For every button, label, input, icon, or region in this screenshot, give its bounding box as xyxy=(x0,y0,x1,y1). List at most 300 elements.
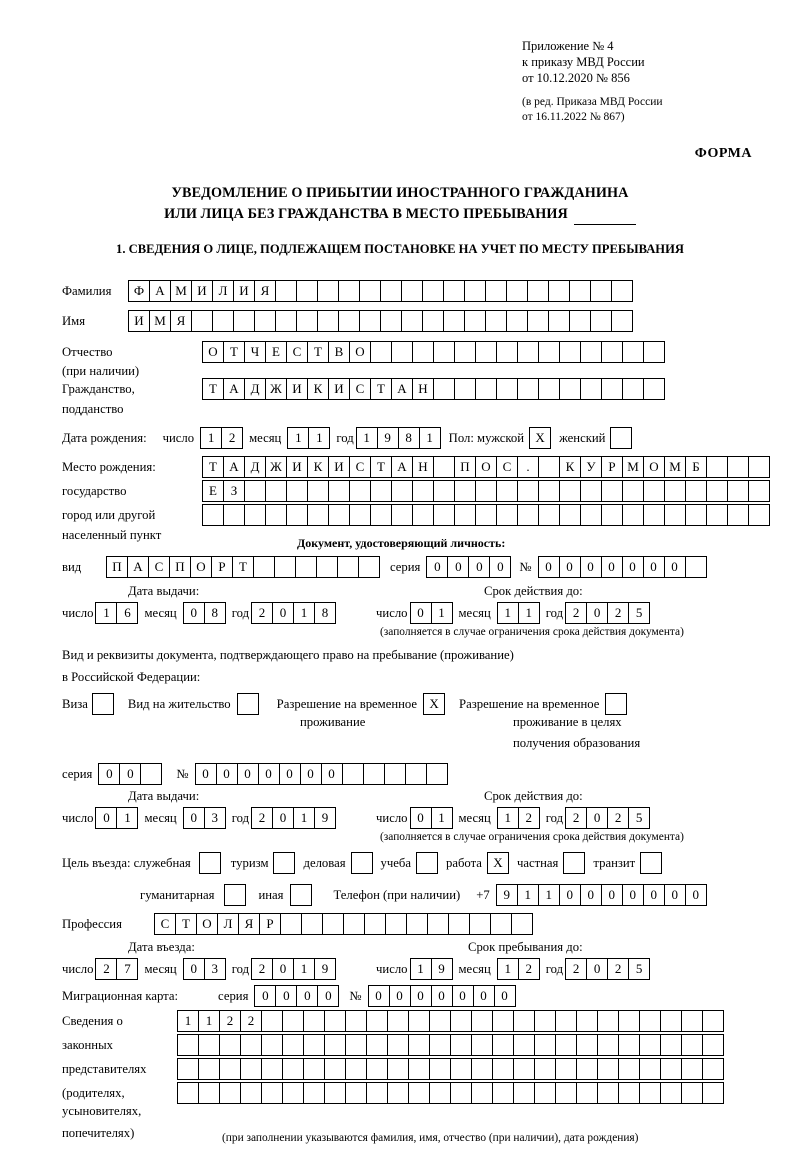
char-cell[interactable]: 5 xyxy=(628,602,650,624)
legal-rep-input-line3[interactable] xyxy=(177,1058,724,1080)
char-cell[interactable] xyxy=(622,480,644,502)
purpose-tourism-checkbox[interactable] xyxy=(273,852,295,874)
char-cell[interactable] xyxy=(370,504,392,526)
char-cell[interactable]: 0 xyxy=(559,884,581,906)
stay-issue-month-input[interactable] xyxy=(183,807,226,829)
char-cell[interactable] xyxy=(685,480,707,502)
char-cell[interactable] xyxy=(408,1082,430,1104)
stay-until-day-input[interactable] xyxy=(410,958,453,980)
stay-valid-year-input[interactable] xyxy=(565,807,650,829)
char-cell[interactable] xyxy=(475,341,497,363)
char-cell[interactable] xyxy=(408,1058,430,1080)
char-cell[interactable] xyxy=(576,1082,598,1104)
entry-day-input[interactable] xyxy=(95,958,138,980)
char-cell[interactable] xyxy=(727,456,749,478)
doc-valid-month-input[interactable] xyxy=(497,602,540,624)
char-cell[interactable]: З xyxy=(223,480,245,502)
char-cell[interactable]: А xyxy=(391,378,413,400)
char-cell[interactable] xyxy=(261,1058,283,1080)
char-cell[interactable]: Т xyxy=(370,456,392,478)
char-cell[interactable] xyxy=(639,1082,661,1104)
char-cell[interactable] xyxy=(506,280,528,302)
char-cell[interactable]: 1 xyxy=(538,884,560,906)
char-cell[interactable]: 3 xyxy=(204,958,226,980)
char-cell[interactable]: Т xyxy=(370,378,392,400)
char-cell[interactable] xyxy=(702,1010,724,1032)
char-cell[interactable]: 5 xyxy=(628,958,650,980)
char-cell[interactable] xyxy=(380,280,402,302)
entry-year-input[interactable] xyxy=(251,958,336,980)
char-cell[interactable]: 0 xyxy=(622,556,644,578)
char-cell[interactable] xyxy=(685,504,707,526)
purpose-humanitarian-checkbox[interactable] xyxy=(224,884,246,906)
char-cell[interactable]: 1 xyxy=(198,1010,220,1032)
char-cell[interactable] xyxy=(475,480,497,502)
legal-rep-input-line1[interactable] xyxy=(177,1010,724,1032)
stay-until-month-input[interactable] xyxy=(497,958,540,980)
char-cell[interactable] xyxy=(475,378,497,400)
char-cell[interactable] xyxy=(443,280,465,302)
char-cell[interactable] xyxy=(322,913,344,935)
char-cell[interactable]: Т xyxy=(202,378,224,400)
char-cell[interactable] xyxy=(337,556,359,578)
char-cell[interactable]: 0 xyxy=(468,556,490,578)
visa-checkbox[interactable] xyxy=(92,693,114,715)
char-cell[interactable]: 1 xyxy=(497,958,519,980)
char-cell[interactable]: Б xyxy=(685,456,707,478)
char-cell[interactable] xyxy=(198,1058,220,1080)
char-cell[interactable]: 2 xyxy=(240,1010,262,1032)
char-cell[interactable] xyxy=(527,310,549,332)
char-cell[interactable]: А xyxy=(149,280,171,302)
char-cell[interactable]: 0 xyxy=(296,985,318,1007)
char-cell[interactable] xyxy=(328,504,350,526)
char-cell[interactable] xyxy=(282,1010,304,1032)
char-cell[interactable]: 9 xyxy=(431,958,453,980)
char-cell[interactable]: М xyxy=(622,456,644,478)
birth-year-input[interactable] xyxy=(356,427,441,449)
char-cell[interactable]: 0 xyxy=(586,602,608,624)
char-cell[interactable] xyxy=(412,504,434,526)
char-cell[interactable]: 0 xyxy=(586,958,608,980)
char-cell[interactable] xyxy=(422,310,444,332)
char-cell[interactable] xyxy=(261,1034,283,1056)
char-cell[interactable]: Д xyxy=(244,456,266,478)
char-cell[interactable]: 1 xyxy=(497,807,519,829)
birth-month-input[interactable] xyxy=(287,427,330,449)
char-cell[interactable] xyxy=(664,480,686,502)
char-cell[interactable]: 0 xyxy=(601,884,623,906)
char-cell[interactable] xyxy=(471,1010,493,1032)
char-cell[interactable]: Р xyxy=(211,556,233,578)
char-cell[interactable] xyxy=(219,1082,241,1104)
char-cell[interactable] xyxy=(450,1010,472,1032)
char-cell[interactable]: У xyxy=(580,456,602,478)
profession-input[interactable] xyxy=(154,913,533,935)
char-cell[interactable] xyxy=(366,1010,388,1032)
char-cell[interactable] xyxy=(559,378,581,400)
char-cell[interactable]: 9 xyxy=(377,427,399,449)
char-cell[interactable]: Р xyxy=(259,913,281,935)
char-cell[interactable] xyxy=(517,341,539,363)
char-cell[interactable]: О xyxy=(349,341,371,363)
char-cell[interactable] xyxy=(643,504,665,526)
char-cell[interactable] xyxy=(601,504,623,526)
char-cell[interactable]: 1 xyxy=(287,427,309,449)
char-cell[interactable]: 1 xyxy=(497,602,519,624)
char-cell[interactable] xyxy=(464,280,486,302)
char-cell[interactable] xyxy=(429,1034,451,1056)
char-cell[interactable]: О xyxy=(643,456,665,478)
char-cell[interactable] xyxy=(706,504,728,526)
char-cell[interactable]: 1 xyxy=(293,807,315,829)
char-cell[interactable]: А xyxy=(223,456,245,478)
char-cell[interactable] xyxy=(454,378,476,400)
char-cell[interactable] xyxy=(324,1010,346,1032)
citizenship-input[interactable] xyxy=(202,378,665,400)
char-cell[interactable]: 0 xyxy=(410,985,432,1007)
char-cell[interactable] xyxy=(412,480,434,502)
char-cell[interactable] xyxy=(296,310,318,332)
char-cell[interactable]: М xyxy=(664,456,686,478)
char-cell[interactable] xyxy=(496,378,518,400)
char-cell[interactable] xyxy=(538,480,560,502)
char-cell[interactable]: Л xyxy=(212,280,234,302)
char-cell[interactable]: 0 xyxy=(431,985,453,1007)
char-cell[interactable] xyxy=(191,310,213,332)
char-cell[interactable] xyxy=(345,1034,367,1056)
char-cell[interactable] xyxy=(448,913,470,935)
char-cell[interactable] xyxy=(366,1082,388,1104)
char-cell[interactable]: О xyxy=(475,456,497,478)
char-cell[interactable] xyxy=(363,763,385,785)
char-cell[interactable]: 0 xyxy=(279,763,301,785)
char-cell[interactable] xyxy=(401,310,423,332)
char-cell[interactable] xyxy=(681,1058,703,1080)
char-cell[interactable] xyxy=(338,310,360,332)
char-cell[interactable] xyxy=(296,280,318,302)
char-cell[interactable]: И xyxy=(128,310,150,332)
char-cell[interactable] xyxy=(601,378,623,400)
char-cell[interactable]: 0 xyxy=(258,763,280,785)
char-cell[interactable]: Н xyxy=(412,456,434,478)
char-cell[interactable]: 1 xyxy=(293,958,315,980)
purpose-work-checkbox[interactable]: Х xyxy=(487,852,509,874)
char-cell[interactable]: 2 xyxy=(251,958,273,980)
char-cell[interactable] xyxy=(601,341,623,363)
char-cell[interactable] xyxy=(433,480,455,502)
char-cell[interactable]: Л xyxy=(217,913,239,935)
char-cell[interactable]: Т xyxy=(175,913,197,935)
char-cell[interactable] xyxy=(240,1058,262,1080)
char-cell[interactable] xyxy=(660,1082,682,1104)
char-cell[interactable] xyxy=(450,1034,472,1056)
char-cell[interactable] xyxy=(576,1010,598,1032)
char-cell[interactable]: 0 xyxy=(389,985,411,1007)
char-cell[interactable]: 0 xyxy=(321,763,343,785)
char-cell[interactable]: 0 xyxy=(183,807,205,829)
char-cell[interactable]: 0 xyxy=(580,556,602,578)
char-cell[interactable]: 0 xyxy=(300,763,322,785)
char-cell[interactable] xyxy=(177,1034,199,1056)
char-cell[interactable]: 0 xyxy=(685,884,707,906)
char-cell[interactable]: 5 xyxy=(628,807,650,829)
char-cell[interactable] xyxy=(548,280,570,302)
char-cell[interactable] xyxy=(303,1034,325,1056)
char-cell[interactable] xyxy=(366,1034,388,1056)
char-cell[interactable] xyxy=(307,504,329,526)
char-cell[interactable] xyxy=(681,1082,703,1104)
char-cell[interactable]: 0 xyxy=(98,763,120,785)
char-cell[interactable] xyxy=(513,1034,535,1056)
char-cell[interactable] xyxy=(370,341,392,363)
char-cell[interactable]: М xyxy=(149,310,171,332)
residence-permit-checkbox[interactable] xyxy=(237,693,259,715)
char-cell[interactable] xyxy=(384,763,406,785)
char-cell[interactable]: 0 xyxy=(195,763,217,785)
char-cell[interactable]: Е xyxy=(202,480,224,502)
char-cell[interactable]: О xyxy=(190,556,212,578)
char-cell[interactable]: 7 xyxy=(116,958,138,980)
char-cell[interactable] xyxy=(345,1010,367,1032)
char-cell[interactable]: 0 xyxy=(272,807,294,829)
char-cell[interactable]: 2 xyxy=(251,602,273,624)
char-cell[interactable] xyxy=(643,480,665,502)
char-cell[interactable] xyxy=(496,504,518,526)
char-cell[interactable] xyxy=(401,280,423,302)
char-cell[interactable]: 0 xyxy=(580,884,602,906)
char-cell[interactable] xyxy=(408,1010,430,1032)
char-cell[interactable] xyxy=(555,1082,577,1104)
char-cell[interactable]: Ч xyxy=(244,341,266,363)
char-cell[interactable] xyxy=(706,480,728,502)
char-cell[interactable]: 0 xyxy=(447,556,469,578)
doc-issue-day-input[interactable] xyxy=(95,602,138,624)
char-cell[interactable] xyxy=(611,310,633,332)
char-cell[interactable]: 9 xyxy=(314,807,336,829)
doc-valid-day-input[interactable] xyxy=(410,602,453,624)
char-cell[interactable] xyxy=(622,341,644,363)
char-cell[interactable] xyxy=(253,556,275,578)
char-cell[interactable] xyxy=(748,504,770,526)
char-cell[interactable] xyxy=(391,504,413,526)
char-cell[interactable]: С xyxy=(349,378,371,400)
char-cell[interactable]: Т xyxy=(307,341,329,363)
purpose-other-checkbox[interactable] xyxy=(290,884,312,906)
char-cell[interactable]: 0 xyxy=(622,884,644,906)
char-cell[interactable]: А xyxy=(391,456,413,478)
char-cell[interactable]: Н xyxy=(412,378,434,400)
char-cell[interactable]: 1 xyxy=(419,427,441,449)
char-cell[interactable]: 0 xyxy=(237,763,259,785)
char-cell[interactable]: Т xyxy=(232,556,254,578)
char-cell[interactable]: 0 xyxy=(317,985,339,1007)
char-cell[interactable] xyxy=(303,1058,325,1080)
char-cell[interactable]: 0 xyxy=(272,958,294,980)
char-cell[interactable]: 1 xyxy=(177,1010,199,1032)
char-cell[interactable]: В xyxy=(328,341,350,363)
char-cell[interactable]: М xyxy=(170,280,192,302)
char-cell[interactable] xyxy=(454,480,476,502)
char-cell[interactable]: 0 xyxy=(410,807,432,829)
char-cell[interactable]: 0 xyxy=(643,556,665,578)
char-cell[interactable] xyxy=(265,480,287,502)
char-cell[interactable] xyxy=(660,1034,682,1056)
char-cell[interactable] xyxy=(244,504,266,526)
char-cell[interactable] xyxy=(387,1010,409,1032)
stay-issue-year-input[interactable] xyxy=(251,807,336,829)
char-cell[interactable]: 0 xyxy=(586,807,608,829)
char-cell[interactable] xyxy=(233,310,255,332)
char-cell[interactable] xyxy=(387,1058,409,1080)
char-cell[interactable] xyxy=(664,504,686,526)
char-cell[interactable] xyxy=(471,1082,493,1104)
char-cell[interactable] xyxy=(643,378,665,400)
char-cell[interactable] xyxy=(702,1034,724,1056)
purpose-business-checkbox[interactable] xyxy=(351,852,373,874)
char-cell[interactable]: Е xyxy=(265,341,287,363)
char-cell[interactable] xyxy=(534,1010,556,1032)
legal-rep-input-line4[interactable] xyxy=(177,1082,724,1104)
char-cell[interactable]: 0 xyxy=(426,556,448,578)
char-cell[interactable] xyxy=(559,341,581,363)
doc-issue-month-input[interactable] xyxy=(183,602,226,624)
surname-input[interactable] xyxy=(128,280,633,302)
char-cell[interactable]: 0 xyxy=(216,763,238,785)
char-cell[interactable] xyxy=(303,1010,325,1032)
char-cell[interactable]: К xyxy=(307,456,329,478)
char-cell[interactable] xyxy=(681,1010,703,1032)
char-cell[interactable] xyxy=(517,378,539,400)
char-cell[interactable] xyxy=(202,504,224,526)
char-cell[interactable] xyxy=(639,1010,661,1032)
char-cell[interactable]: 0 xyxy=(95,807,117,829)
char-cell[interactable]: 1 xyxy=(518,602,540,624)
char-cell[interactable] xyxy=(295,556,317,578)
char-cell[interactable]: 2 xyxy=(219,1010,241,1032)
char-cell[interactable] xyxy=(538,378,560,400)
sex-female-checkbox[interactable] xyxy=(610,427,632,449)
char-cell[interactable] xyxy=(702,1082,724,1104)
char-cell[interactable]: 9 xyxy=(496,884,518,906)
char-cell[interactable] xyxy=(643,341,665,363)
char-cell[interactable] xyxy=(433,456,455,478)
char-cell[interactable]: С xyxy=(349,456,371,478)
char-cell[interactable]: 1 xyxy=(431,807,453,829)
char-cell[interactable] xyxy=(274,556,296,578)
temp-residence-checkbox[interactable]: Х xyxy=(423,693,445,715)
char-cell[interactable] xyxy=(261,1010,283,1032)
char-cell[interactable] xyxy=(511,913,533,935)
char-cell[interactable]: И xyxy=(286,378,308,400)
char-cell[interactable] xyxy=(555,1010,577,1032)
char-cell[interactable] xyxy=(443,310,465,332)
char-cell[interactable] xyxy=(450,1058,472,1080)
char-cell[interactable] xyxy=(548,310,570,332)
char-cell[interactable]: Т xyxy=(202,456,224,478)
char-cell[interactable]: 0 xyxy=(368,985,390,1007)
char-cell[interactable]: С xyxy=(154,913,176,935)
char-cell[interactable] xyxy=(559,504,581,526)
stay-issue-day-input[interactable] xyxy=(95,807,138,829)
char-cell[interactable]: 8 xyxy=(398,427,420,449)
char-cell[interactable] xyxy=(517,480,539,502)
char-cell[interactable] xyxy=(177,1082,199,1104)
phone-input[interactable] xyxy=(496,884,707,906)
char-cell[interactable] xyxy=(706,456,728,478)
char-cell[interactable]: А xyxy=(127,556,149,578)
char-cell[interactable] xyxy=(358,556,380,578)
name-input[interactable] xyxy=(128,310,633,332)
char-cell[interactable]: Я xyxy=(170,310,192,332)
char-cell[interactable]: П xyxy=(106,556,128,578)
char-cell[interactable]: Т xyxy=(223,341,245,363)
char-cell[interactable] xyxy=(405,763,427,785)
char-cell[interactable] xyxy=(387,1082,409,1104)
char-cell[interactable] xyxy=(408,1034,430,1056)
char-cell[interactable] xyxy=(359,310,381,332)
char-cell[interactable] xyxy=(618,1010,640,1032)
char-cell[interactable]: И xyxy=(328,378,350,400)
char-cell[interactable] xyxy=(433,504,455,526)
char-cell[interactable] xyxy=(597,1034,619,1056)
char-cell[interactable]: 1 xyxy=(95,602,117,624)
char-cell[interactable]: Д xyxy=(244,378,266,400)
char-cell[interactable]: 0 xyxy=(489,556,511,578)
char-cell[interactable] xyxy=(429,1058,451,1080)
char-cell[interactable] xyxy=(406,913,428,935)
char-cell[interactable]: 2 xyxy=(565,958,587,980)
char-cell[interactable] xyxy=(639,1034,661,1056)
char-cell[interactable]: 2 xyxy=(607,958,629,980)
birth-day-input[interactable] xyxy=(200,427,243,449)
char-cell[interactable]: И xyxy=(233,280,255,302)
char-cell[interactable] xyxy=(324,1082,346,1104)
char-cell[interactable]: 2 xyxy=(565,602,587,624)
patronymic-input[interactable] xyxy=(202,341,665,363)
char-cell[interactable] xyxy=(534,1082,556,1104)
char-cell[interactable] xyxy=(576,1058,598,1080)
char-cell[interactable]: С xyxy=(286,341,308,363)
char-cell[interactable] xyxy=(660,1010,682,1032)
char-cell[interactable] xyxy=(345,1082,367,1104)
char-cell[interactable]: 0 xyxy=(452,985,474,1007)
char-cell[interactable]: 0 xyxy=(254,985,276,1007)
char-cell[interactable] xyxy=(240,1082,262,1104)
char-cell[interactable]: 0 xyxy=(410,602,432,624)
char-cell[interactable] xyxy=(618,1034,640,1056)
char-cell[interactable] xyxy=(286,504,308,526)
char-cell[interactable]: С xyxy=(496,456,518,478)
char-cell[interactable]: 0 xyxy=(664,884,686,906)
char-cell[interactable] xyxy=(485,280,507,302)
char-cell[interactable]: 0 xyxy=(494,985,516,1007)
purpose-service-checkbox[interactable] xyxy=(199,852,221,874)
doc-number-input[interactable] xyxy=(538,556,707,578)
char-cell[interactable] xyxy=(219,1058,241,1080)
char-cell[interactable] xyxy=(597,1058,619,1080)
char-cell[interactable] xyxy=(496,480,518,502)
char-cell[interactable] xyxy=(301,913,323,935)
char-cell[interactable]: К xyxy=(559,456,581,478)
char-cell[interactable]: И xyxy=(286,456,308,478)
char-cell[interactable] xyxy=(198,1082,220,1104)
char-cell[interactable] xyxy=(555,1058,577,1080)
char-cell[interactable] xyxy=(422,280,444,302)
char-cell[interactable] xyxy=(559,480,581,502)
char-cell[interactable]: 2 xyxy=(607,807,629,829)
char-cell[interactable] xyxy=(349,504,371,526)
